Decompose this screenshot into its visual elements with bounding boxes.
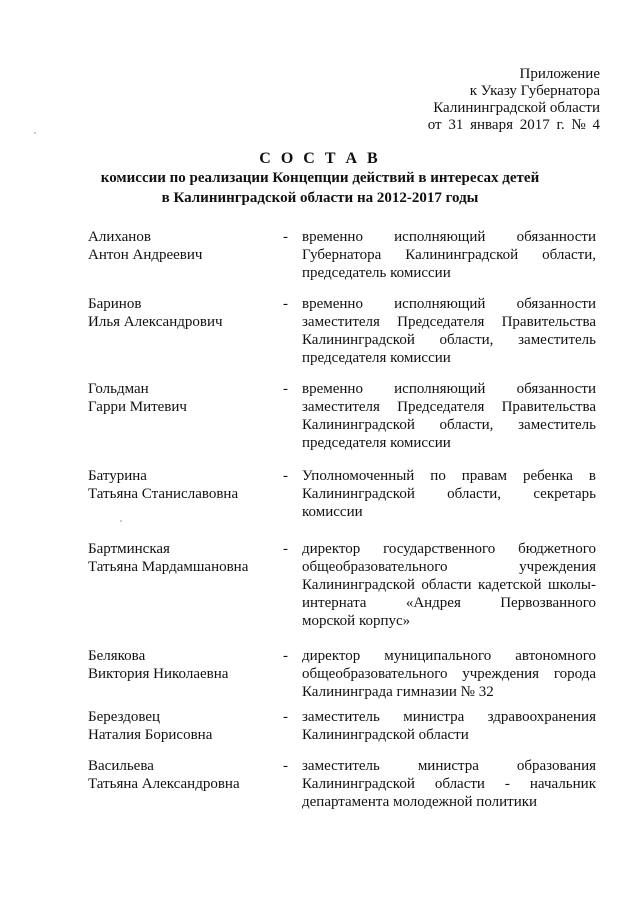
member-name — [88, 647, 278, 683]
position-line: Губернатора Калининградской области, — [302, 247, 596, 263]
appendix-region: Калининградской области — [433, 100, 600, 116]
member-surname: Баринов — [88, 296, 142, 312]
appendix-label: Приложение — [519, 66, 600, 82]
position-line: Калининградской области, заместитель — [302, 332, 596, 348]
appendix-decree-ref: к Указу Губернатора — [469, 83, 600, 99]
member-surname: Васильева — [88, 758, 154, 774]
member-name — [88, 757, 278, 793]
dash-separator: - — [283, 468, 288, 484]
dash-separator: - — [283, 296, 288, 312]
position-line: комиссии — [302, 504, 363, 520]
member-position — [302, 467, 596, 521]
member-position — [302, 647, 596, 701]
dash-separator: - — [283, 541, 288, 557]
member-given-names: Виктория Николаевна — [88, 666, 229, 682]
member-given-names: Татьяна Александровна — [88, 776, 240, 792]
position-line: директор государственного бюджетного — [302, 541, 596, 557]
dash-separator: - — [283, 758, 288, 774]
position-line: Уполномоченный по правам ребенка в — [302, 468, 596, 484]
position-line: заместителя Председателя Правительства — [302, 314, 596, 330]
member-given-names: Гарри Митевич — [88, 399, 187, 415]
member-name — [88, 467, 278, 503]
member-position — [302, 295, 596, 367]
member-given-names: Илья Александрович — [88, 314, 223, 330]
member-surname: Алиханов — [88, 229, 151, 245]
dash-separator: - — [283, 381, 288, 397]
position-line: директор муниципального автономного — [302, 648, 596, 664]
scan-speck — [120, 520, 122, 522]
member-given-names: Наталия Борисовна — [88, 727, 213, 743]
position-line: интерната «Андрея Первозванного — [302, 595, 596, 611]
member-given-names: Татьяна Станиславовна — [88, 486, 239, 502]
subtitle-line: в Калининградской области на 2012-2017 годы — [161, 190, 479, 206]
appendix-block — [372, 66, 600, 134]
dash-separator: - — [283, 229, 288, 245]
position-line: Калининградской области — [302, 727, 469, 743]
position-line: Калининградской области кадетской школы- — [302, 577, 596, 593]
member-name — [88, 708, 278, 744]
member-position — [302, 380, 596, 452]
position-line: департамента молодежной политики — [302, 794, 538, 810]
position-line: Калининградской области, заместитель — [302, 417, 596, 433]
member-given-names: Антон Андреевич — [88, 247, 203, 263]
position-line: Калининграда гимназии № 32 — [302, 684, 494, 700]
position-line: временно исполняющий обязанности — [302, 229, 596, 245]
member-surname: Белякова — [88, 648, 146, 664]
member-name — [88, 540, 278, 576]
member-position — [302, 228, 596, 282]
position-line: заместителя Председателя Правительства — [302, 399, 596, 415]
member-surname: Гольдман — [88, 381, 149, 397]
dash-separator: - — [283, 709, 288, 725]
position-line: временно исполняющий обязанности — [302, 381, 596, 397]
member-surname: Бартминская — [88, 541, 170, 557]
position-line: председателя комиссии — [302, 350, 451, 366]
member-surname: Батурина — [88, 468, 147, 484]
document-subtitle — [0, 168, 640, 208]
appendix-date: от 31 января 2017 г. № 4 — [427, 117, 600, 133]
member-position — [302, 708, 596, 744]
position-line: морской корпус» — [302, 613, 411, 629]
member-position — [302, 757, 596, 811]
position-line: общеобразовательного учреждения — [302, 559, 596, 575]
member-name — [88, 380, 278, 416]
member-given-names: Татьяна Мардамшановна — [88, 559, 249, 575]
member-position — [302, 540, 596, 630]
position-line: председатель комиссии — [302, 265, 451, 281]
subtitle-line: комиссии по реализации Концепции действий в интересах детей — [100, 170, 540, 186]
document-title: С О С Т А В — [259, 150, 381, 167]
member-surname: Берездовец — [88, 709, 161, 725]
scan-speck — [34, 132, 36, 134]
position-line: общеобразовательного учреждения города — [302, 666, 596, 682]
dash-separator: - — [283, 648, 288, 664]
position-line: заместитель министра здравоохранения — [302, 709, 596, 725]
position-line: Калининградской области - начальник — [302, 776, 596, 792]
position-line: председателя комиссии — [302, 435, 451, 451]
position-line: Калининградской области, секретарь — [302, 486, 596, 502]
position-line: временно исполняющий обязанности — [302, 296, 596, 312]
member-name — [88, 295, 278, 331]
member-name — [88, 228, 278, 264]
position-line: заместитель министра образования — [302, 758, 596, 774]
